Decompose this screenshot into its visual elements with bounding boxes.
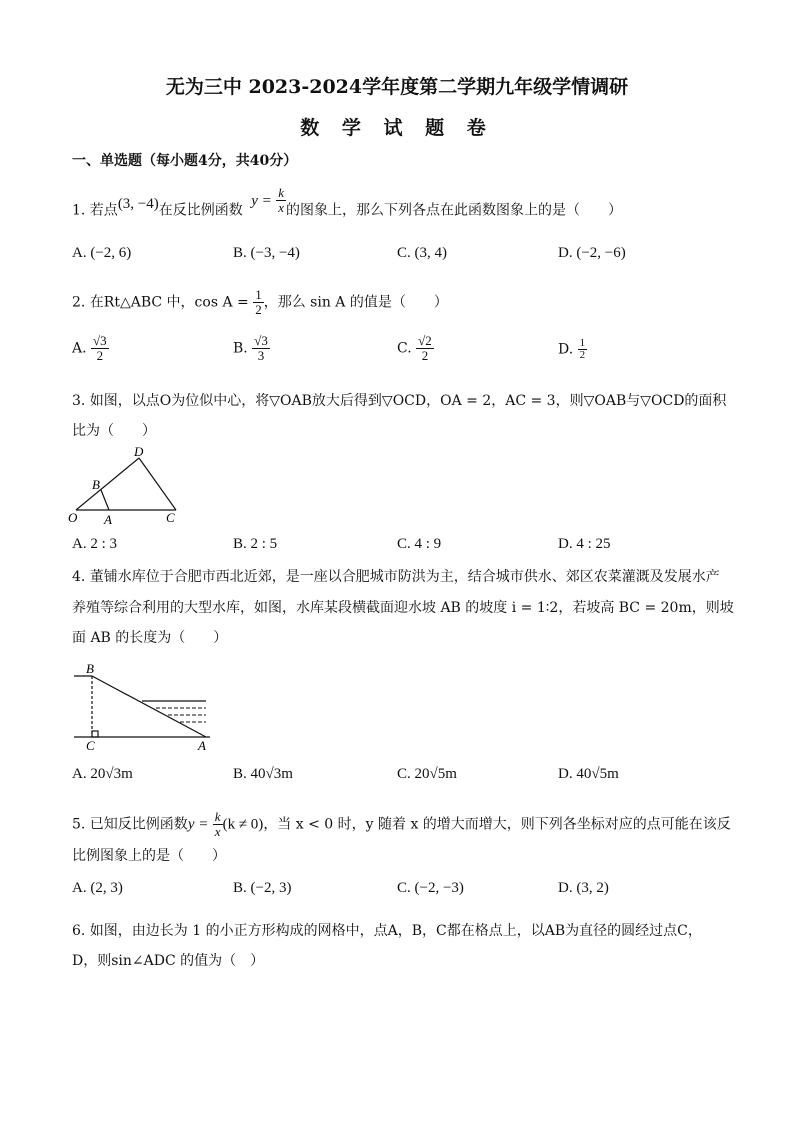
q1-prefix: 1. 若点 — [72, 202, 118, 219]
question-3-line-1: 3. 如图，以点O为位似中心，将▽OAB放大后得到▽OCD，OA = 2，AC = 3，则▽OAB与▽OCD的面积 — [72, 393, 727, 409]
q2-frac-den: 2 — [255, 302, 262, 317]
q3-line-dc — [139, 458, 176, 510]
q2-option-a-num: √3 — [93, 333, 107, 348]
q2-frac-num: 1 — [255, 287, 262, 302]
q4-water-lines — [142, 701, 206, 722]
q5-func-num: k — [214, 809, 221, 824]
q2-prefix: 2. 在Rt△ABC 中，cos A = — [72, 294, 249, 311]
q3-option-b[interactable]: B. 2 : 5 — [233, 536, 278, 552]
q2-option-c-den: 2 — [421, 348, 429, 363]
q3-line-od — [76, 458, 139, 510]
question-4-line-3: 面 AB 的长度为（ ） — [72, 630, 228, 646]
q5-func-den: x — [214, 824, 221, 839]
q2-option-b[interactable] — [233, 334, 270, 363]
q2-option-b-fraction — [252, 334, 270, 363]
q4-slope-ab — [92, 676, 206, 737]
q1-func-den: x — [278, 200, 284, 215]
q2-option-d-num: 1 — [579, 337, 586, 349]
q3-figure — [66, 444, 196, 530]
question-4-line-2: 养殖等综合利用的大型水库，如图，水库某段横截面迎水坡 AB 的坡度 i = 1∶2，若坡高 BC = 20m，则坡 — [72, 600, 734, 616]
q2-option-a-fraction — [91, 334, 109, 363]
q5-condition: (k ≠ 0) — [222, 816, 264, 833]
q3-label-b: B — [92, 477, 100, 492]
q4-option-a[interactable]: A. 20√3m — [72, 766, 133, 782]
q3-option-c[interactable]: C. 4 : 9 — [397, 536, 442, 552]
q4-label-b: B — [86, 661, 94, 676]
q5-option-c[interactable]: C. (−2, −3) — [397, 880, 464, 896]
q2-option-d-fraction — [578, 338, 588, 361]
q2-option-d-label: D. — [558, 341, 574, 358]
q2-option-c-num: √2 — [418, 333, 432, 348]
question-4-line-1: 4. 董铺水库位于合肥市西北近郊，是一座以合肥城市防洪为主，结合城市供水、郊区农菜灌溉及发展水产 — [72, 569, 720, 585]
q2-option-c[interactable] — [397, 334, 434, 363]
exam-title: 无为三中 2023-2024学年度第二学期九年级学情调研 — [165, 76, 629, 98]
q3-label-d: D — [134, 444, 144, 459]
q1-mid: 在反比例函数 — [158, 202, 243, 219]
q4-label-a: A — [198, 738, 206, 753]
q2-suffix: ，那么 sin A 的值是（ ） — [263, 294, 448, 311]
q1-option-a[interactable]: A. (−2, 6) — [72, 245, 132, 261]
q3-line-ba — [101, 490, 109, 510]
q2-option-c-fraction — [416, 334, 434, 363]
q4-option-d[interactable]: D. 40√5m — [558, 766, 619, 782]
q5-option-b[interactable]: B. (−2, 3) — [233, 880, 292, 896]
q2-option-b-label: B. — [233, 340, 248, 357]
question-5-line-1 — [72, 810, 731, 839]
q2-option-a-label: A. — [72, 340, 87, 357]
q1-option-c[interactable]: C. (3, 4) — [397, 245, 447, 261]
question-2 — [72, 288, 448, 317]
question-3-line-2: 比为（ ） — [72, 423, 156, 439]
q4-option-c[interactable]: C. 20√5m — [397, 766, 457, 782]
q4-label-c: C — [86, 738, 95, 753]
q5-option-a[interactable]: A. (2, 3) — [72, 880, 123, 896]
question-6-line-1: 6. 如图，由边长为 1 的小正方形构成的网格中，点A，B，C都在格点上，以AB为直径的圆经过点C， — [72, 923, 702, 939]
q1-option-b[interactable]: B. (−3, −4) — [233, 245, 300, 261]
q2-cos-fraction — [253, 288, 264, 317]
q5-func-fraction — [213, 810, 223, 839]
q2-option-b-den: 3 — [257, 348, 265, 363]
q1-func-lhs: y = — [251, 192, 272, 209]
q5-func-lhs: y = — [187, 816, 209, 833]
q1-func-num: k — [278, 185, 284, 200]
q1-option-d[interactable]: D. (−2, −6) — [558, 245, 626, 261]
q2-option-a[interactable] — [72, 334, 109, 363]
question-1 — [72, 185, 622, 225]
q1-point: (3, −4) — [117, 195, 159, 212]
q1-func-fraction — [276, 186, 286, 215]
q5-option-d[interactable]: D. (3, 2) — [558, 880, 609, 896]
exam-subtitle: 数 学 试 题 卷 — [300, 117, 494, 139]
q2-option-a-den: 2 — [96, 348, 104, 363]
q2-option-c-label: C. — [397, 340, 412, 357]
q2-option-d-den: 2 — [579, 349, 586, 361]
q3-option-d[interactable]: D. 4 : 25 — [558, 536, 611, 552]
q3-option-a[interactable]: A. 2 : 3 — [72, 536, 117, 552]
q5-prefix: 5. 已知反比例函数 — [72, 816, 188, 833]
q5-suffix: ，当 x < 0 时，y 随着 x 的增大而增大，则下列各坐标对应的点可能在该反 — [263, 816, 731, 833]
q3-label-o: O — [68, 510, 78, 525]
q3-label-c: C — [166, 510, 175, 525]
section-heading: 一、单选题（每小题4分，共40分） — [72, 153, 298, 169]
q4-right-angle — [92, 731, 98, 737]
q4-figure — [70, 660, 220, 754]
q4-option-b[interactable]: B. 40√3m — [233, 766, 293, 782]
q1-suffix: 的图象上，那么下列各点在此函数图象上的是（ ） — [285, 202, 622, 219]
q2-option-d[interactable] — [558, 338, 587, 361]
question-6-line-2: D，则sin∠ADC 的值为（ ） — [72, 953, 265, 969]
q3-label-a: A — [104, 512, 112, 527]
question-5-line-2: 比例图象上的是（ ） — [72, 848, 226, 864]
q2-option-b-num: √3 — [254, 333, 268, 348]
